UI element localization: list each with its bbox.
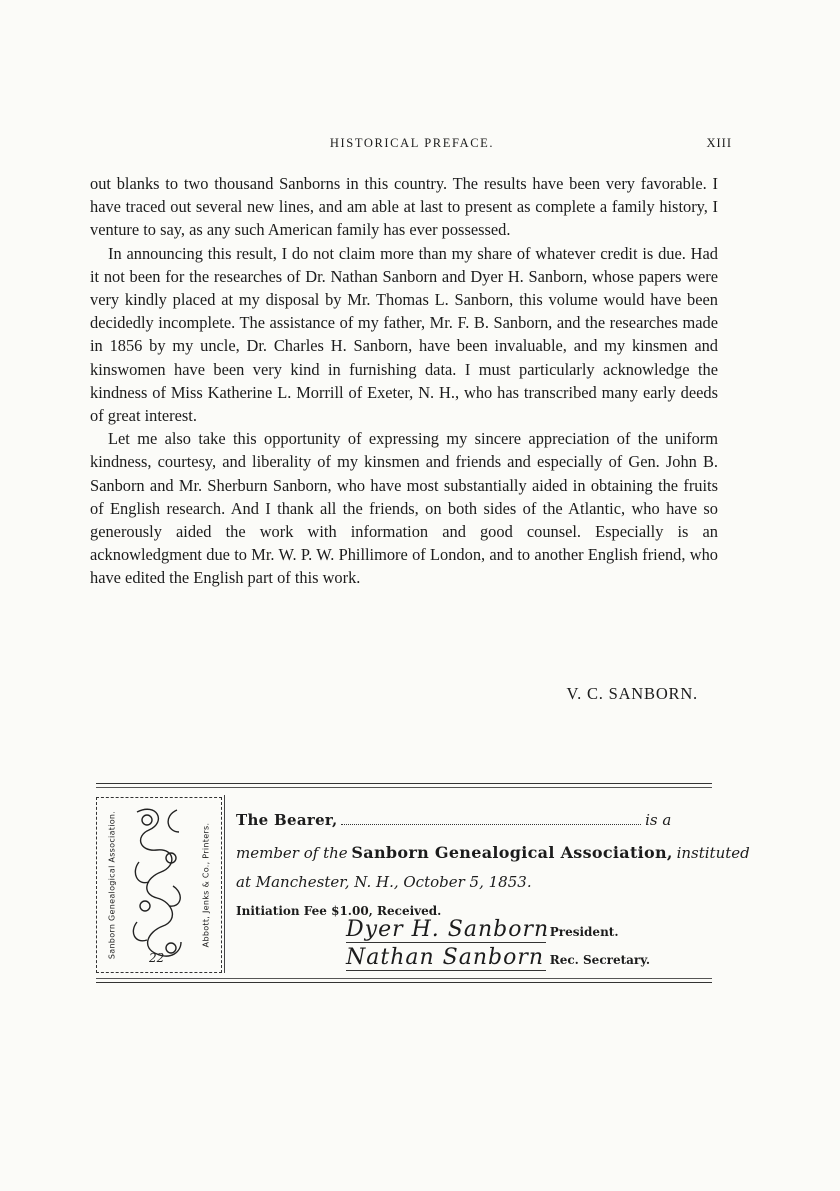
bearer-line — [236, 811, 704, 830]
membership-certificate — [96, 783, 750, 983]
certificate-stub — [96, 797, 222, 973]
president-signature: Dyer H. Sanborn — [346, 917, 550, 942]
bearer-label: The Bearer, — [236, 811, 338, 829]
paragraph: Let me also take this opportunity of expressing my sincere appreciation of the uniform kindness, courtesy, and liberality of my kinsmen and friends and especially of Gen. John B. Sanborn and Mr. Sherburn Sanborn, who have most substantially aided in obtaining the fruits of English research. And I thank all the friends, on both sides of the Atlantic, who have so generously aided the work with information and good counsel. Especially is an acknowledgment due to Mr. W. P. W. Phillimore of London, and to another English friend, who have edited the English part of this work. — [90, 429, 718, 588]
body-text — [90, 172, 718, 590]
membership-line — [236, 843, 750, 863]
place-date: at Manchester, N. H., October 5, 1853. — [236, 873, 532, 891]
paragraph: out blanks to two thousand Sanborns in this country. The results have been very favorable. I have traced out several new lines, and am able at last to present as complete a family history, I venture to say, as any such American family has ever possessed. — [90, 174, 718, 240]
member-of-text: member of the — [236, 844, 348, 862]
author-signature: V. C. SANBORN. — [566, 684, 698, 703]
ornament-scroll-icon — [127, 802, 191, 968]
secretary-signature: Nathan Sanborn — [346, 945, 545, 970]
certificate-bottom-rule-inner — [96, 978, 712, 979]
is-a-text: is a — [645, 811, 672, 829]
fee-text: Initiation Fee $1.00, Received. — [236, 904, 442, 918]
certificate-bottom-rule — [96, 982, 712, 983]
instituted-text: instituted — [676, 844, 750, 862]
secretary-line — [346, 945, 704, 971]
certificate-top-rule-inner — [96, 787, 712, 788]
association-name: Sanborn Genealogical Association, — [351, 843, 673, 862]
secretary-title: Rec. Secretary. — [549, 953, 650, 967]
page-number: XIII — [706, 136, 732, 150]
certificate-body — [236, 797, 750, 973]
running-head — [92, 136, 732, 158]
certificate-divider — [224, 795, 225, 973]
stub-left-label: Sanborn Genealogical Association. — [107, 810, 117, 960]
stub-right-label: Abbott, Jenks & Co., Printers. — [201, 822, 211, 948]
bearer-name-blank — [341, 812, 641, 825]
svg-text:22: 22 — [149, 951, 165, 965]
president-title: President. — [549, 925, 619, 939]
president-line — [346, 917, 704, 943]
certificate-top-rule — [96, 783, 712, 784]
paragraph: In announcing this result, I do not claim more than my share of whatever credit is due. Had it not been for the researches of Dr. Nathan Sanborn and Dyer H. Sanborn, whose papers were very kindly placed at my disposal by Mr. Thomas L. Sanborn, this volume would have been decidedly incomplete. The assistance of my father, Mr. F. B. Sanborn, and the researches made in 1856 by my uncle, Dr. Charles H. Sanborn, have been invaluable, and my kinsmen and kinswomen have been very kind in furnishing data. I must particularly acknowledge the kindness of Miss Katherine L. Morrill of Exeter, N. H., who has transcribed many early deeds of great interest. — [90, 243, 718, 426]
place-date-line — [236, 873, 704, 892]
running-head-title: HISTORICAL PREFACE. — [329, 136, 495, 150]
